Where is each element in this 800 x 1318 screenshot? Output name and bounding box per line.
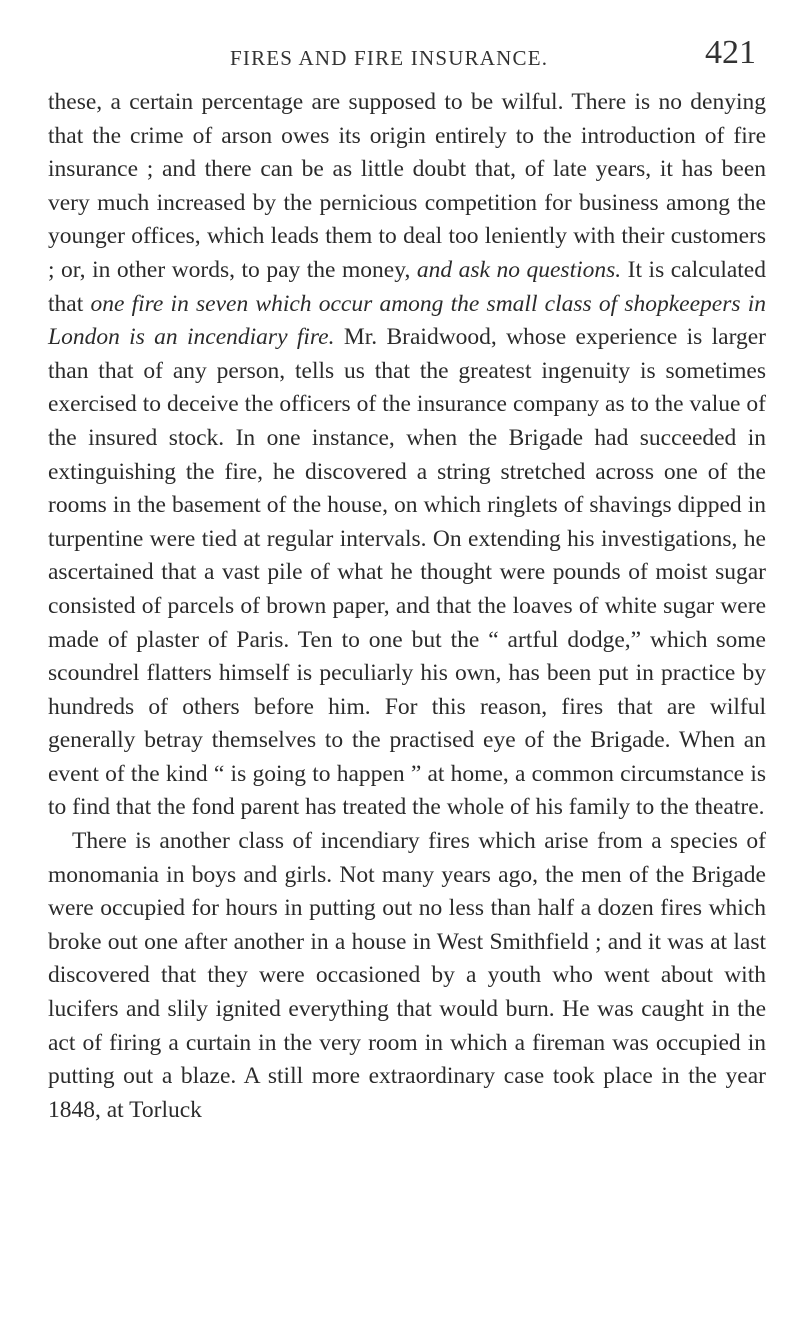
text-segment: these, a certain percentage are supposed to be wilful. There is no denying that the crime of arson owes its origin entirely to the introduction of fire insurance ; and there can be as little doubt that, of late years, it has been very much increased by the pernicious competition for business among the younger offices, which leads them to deal too leniently with their customers ; or, in other words, to pay the money, [48, 89, 766, 283]
text-segment: There is another class of incendiary fires which arise from a species of monomania in boys and girls. Not many years ago, the men of the Brigade were occupied for hours in putting out no less than half a dozen fires which broke out one after another in a house in West Smithfield ; and it was at last discovered that they were occasioned by a youth who went about with lucifers and slily ignited everything that would burn. He was caught in the act of firing a curtain in the very room in which a fireman was occupied in putting out a blaze. A still more extraordinary case took place in the year 1848, at Torluck [48, 828, 766, 1123]
body-text [48, 86, 766, 1127]
page-number: 421 [705, 34, 756, 71]
italic-phrase: and ask no questions. [416, 256, 622, 283]
italic-phrase: one fire in seven which occur among the small class of shopkeepers in London is an incendiary fire. [48, 290, 766, 351]
running-head: FIRES AND FIRE INSURANCE. [230, 46, 549, 70]
text-segment: Mr. Braidwood, whose experience is larger than that of any person, tells us that the greatest ingenuity is sometimes exercised to deceive the officers of the insurance company as to the value of the insured stock. In one instance, when the Brigade had succeeded in extinguishing the fire, he discovered a string stretched across one of the rooms in the basement of the house, on which ringlets of shavings dipped in turpentine were tied at regular intervals. On extending his investigations, he ascertained that a vast pile of what he thought were pounds of moist sugar consisted of parcels of brown paper, and that the loaves of white sugar were made of plaster of Paris. Ten to one but the “ artful dodge,” which some scoundrel flatters himself is peculiarly his own, has been put in practice by hundreds of others before him. For this reason, fires that are wilful generally betray themselves to the practised eye of the Brigade. When an event of the kind “ is going to happen ” at home, a common circumstance is to find that the fond parent has treated the whole of his family to the theatre. [48, 324, 766, 821]
paragraph-1 [48, 86, 766, 825]
paragraph-2 [48, 825, 766, 1127]
text-segment: It is calculated that [48, 256, 766, 317]
